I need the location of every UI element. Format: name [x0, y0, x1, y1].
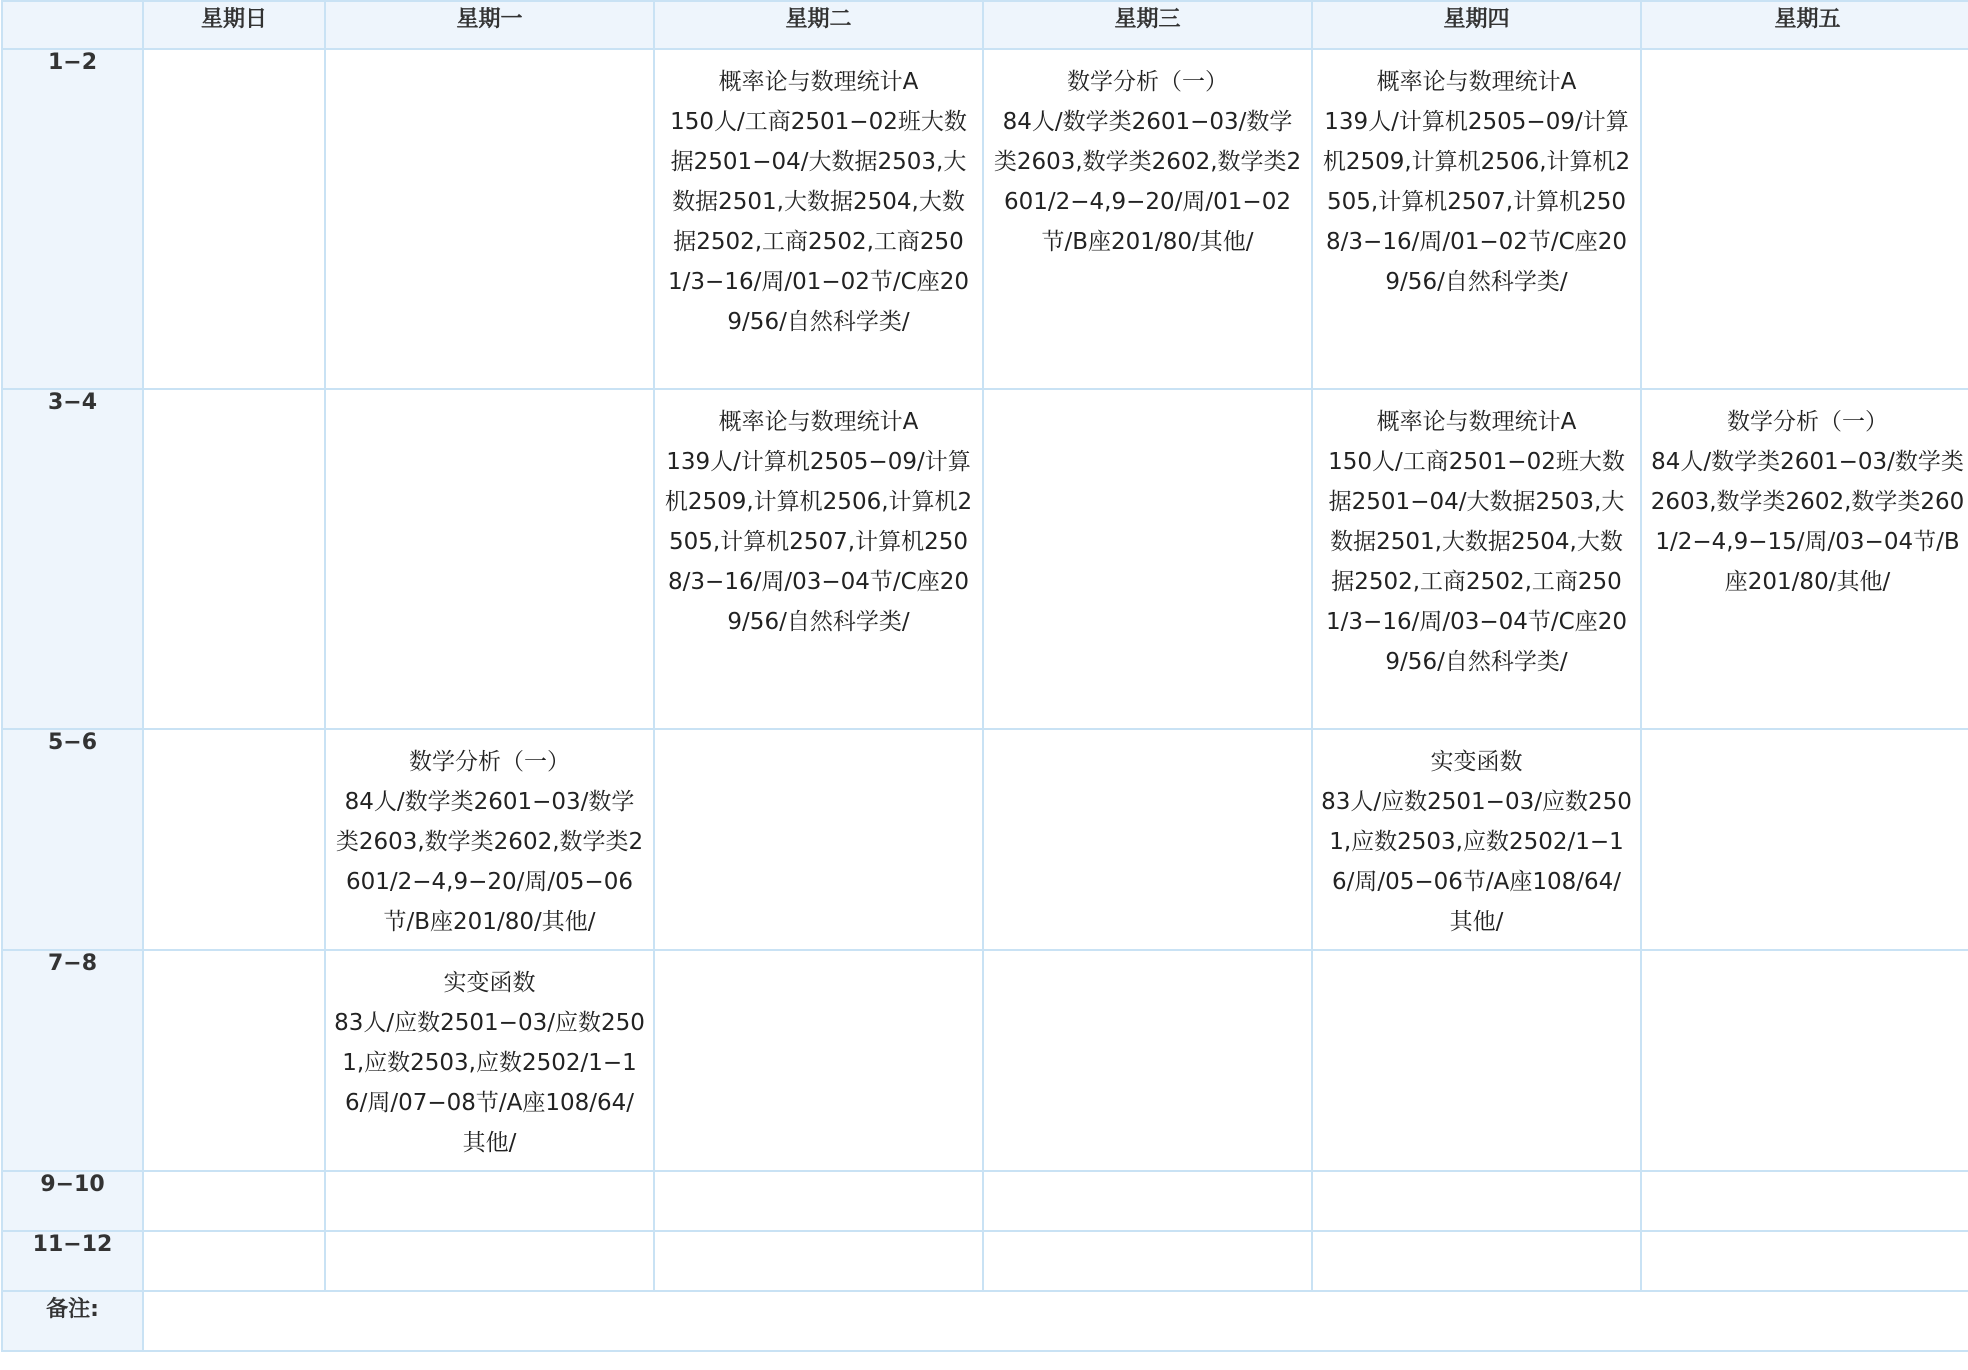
slot-empty[interactable] — [983, 1171, 1312, 1231]
slot-empty[interactable] — [143, 389, 325, 729]
course-detail: 83人/应数2501−03/应数2501,应数2503,应数2502/1−16/周/05−06节/A座108/64/其他/ — [1321, 789, 1632, 935]
course-entry[interactable] — [1313, 390, 1640, 682]
slot-empty[interactable] — [983, 389, 1312, 729]
slot-empty[interactable] — [325, 49, 654, 389]
course-entry[interactable] — [984, 50, 1311, 262]
day-header-monday: 星期一 — [325, 1, 654, 49]
day-header-sunday: 星期日 — [143, 1, 325, 49]
slot-empty[interactable] — [1641, 49, 1968, 389]
course-entry[interactable] — [326, 730, 653, 942]
course-slot[interactable] — [325, 950, 654, 1171]
corner-cell — [2, 1, 143, 49]
slot-empty[interactable] — [983, 1231, 1312, 1291]
period-row-9-10 — [2, 1171, 1968, 1231]
course-name: 实变函数 — [443, 970, 536, 996]
slot-empty[interactable] — [1312, 1231, 1641, 1291]
course-detail: 84人/数学类2601−03/数学类2603,数学类2602,数学类2601/2−4,9−20/周/01−02节/B座201/80/其他/ — [993, 109, 1302, 255]
course-entry[interactable] — [655, 390, 982, 642]
notes-row — [2, 1291, 1968, 1351]
course-detail: 150人/工商2501−02班大数据2501−04/大数据2503,大数据2501,大数据2504,大数据2502,工商2502,工商2501/3−16/周/01−02节/C座209/56/自然科学类/ — [668, 109, 969, 335]
timetable — [1, 0, 1968, 1352]
slot-empty[interactable] — [1641, 1171, 1968, 1231]
course-detail: 139人/计算机2505−09/计算机2509,计算机2506,计算机2505,计算机2507,计算机2508/3−16/周/01−02节/C座209/56/自然科学类/ — [1322, 109, 1631, 295]
notes-content — [143, 1291, 1968, 1351]
course-detail: 83人/应数2501−03/应数2501,应数2503,应数2502/1−16/周/07−08节/A座108/64/其他/ — [334, 1010, 645, 1156]
course-slot[interactable] — [1312, 389, 1641, 729]
period-label: 7−8 — [2, 950, 143, 1171]
period-row-1-2 — [2, 49, 1968, 389]
slot-empty[interactable] — [654, 729, 983, 950]
period-label: 1−2 — [2, 49, 143, 389]
slot-empty[interactable] — [1641, 729, 1968, 950]
slot-empty[interactable] — [325, 389, 654, 729]
period-row-11-12 — [2, 1231, 1968, 1291]
course-detail: 150人/工商2501−02班大数据2501−04/大数据2503,大数据2501,大数据2504,大数据2502,工商2502,工商2501/3−16/周/03−04节/C座209/56/自然科学类/ — [1326, 449, 1627, 675]
course-slot[interactable] — [654, 49, 983, 389]
slot-empty[interactable] — [325, 1231, 654, 1291]
period-label: 9−10 — [2, 1171, 143, 1231]
slot-empty[interactable] — [654, 1231, 983, 1291]
course-slot[interactable] — [1312, 49, 1641, 389]
course-name: 数学分析（一） — [1067, 69, 1228, 95]
course-detail: 139人/计算机2505−09/计算机2509,计算机2506,计算机2505,计算机2507,计算机2508/3−16/周/03−04节/C座209/56/自然科学类/ — [664, 449, 973, 635]
day-header-tuesday: 星期二 — [654, 1, 983, 49]
notes-label: 备注: — [2, 1291, 143, 1351]
period-label: 11−12 — [2, 1231, 143, 1291]
header-row — [2, 1, 1968, 49]
period-row-7-8 — [2, 950, 1968, 1171]
course-name: 数学分析（一） — [409, 749, 570, 775]
slot-empty[interactable] — [1641, 1231, 1968, 1291]
course-name: 概率论与数理统计A — [1376, 409, 1577, 435]
period-label: 5−6 — [2, 729, 143, 950]
course-entry[interactable] — [655, 50, 982, 342]
course-entry[interactable] — [326, 951, 653, 1163]
slot-empty[interactable] — [1312, 1171, 1641, 1231]
course-slot[interactable] — [1312, 729, 1641, 950]
course-slot[interactable] — [1641, 389, 1968, 729]
course-entry[interactable] — [1313, 50, 1640, 302]
course-name: 概率论与数理统计A — [1376, 69, 1577, 95]
slot-empty[interactable] — [983, 950, 1312, 1171]
course-name: 概率论与数理统计A — [718, 69, 919, 95]
period-label: 3−4 — [2, 389, 143, 729]
slot-empty[interactable] — [983, 729, 1312, 950]
slot-empty[interactable] — [143, 49, 325, 389]
slot-empty[interactable] — [654, 1171, 983, 1231]
slot-empty[interactable] — [143, 1231, 325, 1291]
period-row-3-4 — [2, 389, 1968, 729]
day-header-thursday: 星期四 — [1312, 1, 1641, 49]
slot-empty[interactable] — [1312, 950, 1641, 1171]
course-detail: 84人/数学类2601−03/数学类2603,数学类2602,数学类2601/2−4,9−20/周/05−06节/B座201/80/其他/ — [335, 789, 644, 935]
course-slot[interactable] — [325, 729, 654, 950]
period-row-5-6 — [2, 729, 1968, 950]
course-name: 概率论与数理统计A — [718, 409, 919, 435]
course-entry[interactable] — [1313, 730, 1640, 942]
slot-empty[interactable] — [143, 729, 325, 950]
slot-empty[interactable] — [143, 950, 325, 1171]
slot-empty[interactable] — [143, 1171, 325, 1231]
course-entry[interactable] — [1642, 390, 1968, 602]
slot-empty[interactable] — [325, 1171, 654, 1231]
course-detail: 84人/数学类2601−03/数学类2603,数学类2602,数学类2601/2−4,9−15/周/03−04节/B座201/80/其他/ — [1650, 449, 1965, 595]
day-header-wednesday: 星期三 — [983, 1, 1312, 49]
course-slot[interactable] — [983, 49, 1312, 389]
slot-empty[interactable] — [654, 950, 983, 1171]
course-slot[interactable] — [654, 389, 983, 729]
course-name: 实变函数 — [1430, 749, 1523, 775]
course-name: 数学分析（一） — [1727, 409, 1888, 435]
day-header-friday: 星期五 — [1641, 1, 1968, 49]
slot-empty[interactable] — [1641, 950, 1968, 1171]
